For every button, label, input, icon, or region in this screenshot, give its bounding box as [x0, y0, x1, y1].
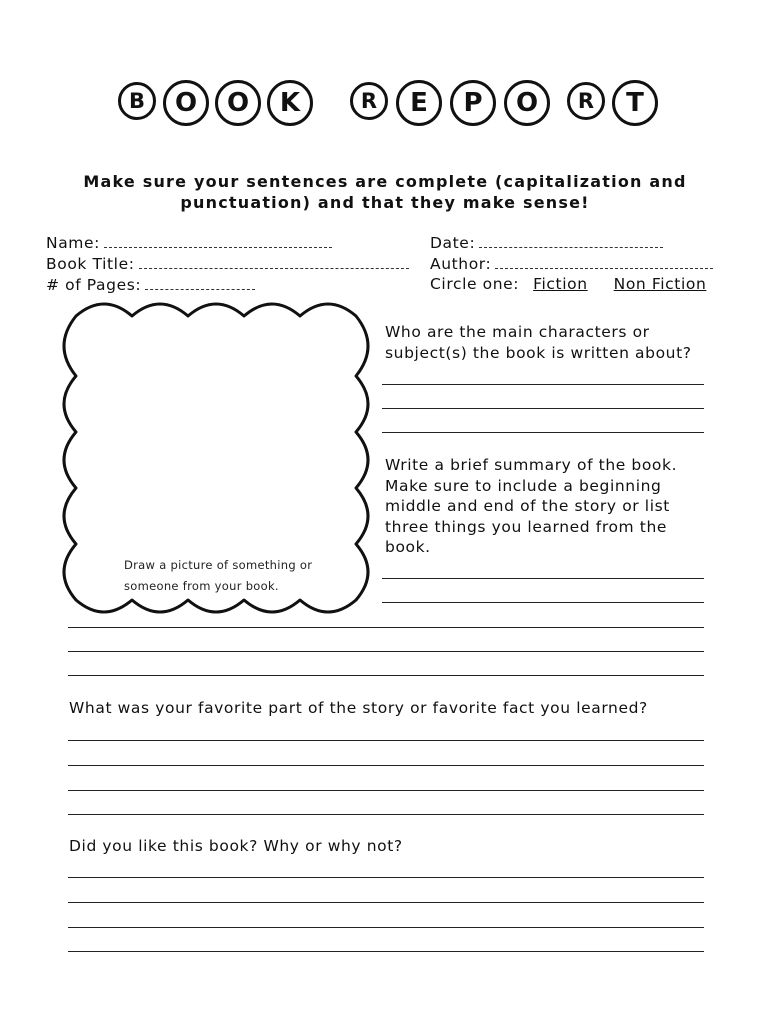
answer-line[interactable]: [68, 902, 704, 903]
answer-line[interactable]: [382, 432, 704, 433]
title-letter: P: [450, 80, 496, 126]
author-field[interactable]: [430, 254, 713, 273]
title-letter: R: [567, 82, 605, 120]
pages-blank[interactable]: [145, 275, 255, 290]
answer-line[interactable]: [68, 675, 704, 676]
author-blank[interactable]: [495, 254, 713, 269]
title-letter: O: [163, 80, 209, 126]
title-letter: O: [504, 80, 550, 126]
question-liked: Did you like this book? Why or why not?: [69, 837, 403, 855]
answer-line[interactable]: [68, 927, 704, 928]
answer-line[interactable]: [68, 951, 704, 952]
answer-line[interactable]: [68, 790, 704, 791]
author-label: Author:: [430, 255, 492, 273]
name-field[interactable]: [46, 233, 332, 252]
question-characters: Who are the main characters or subject(s) the book is written about?: [385, 323, 692, 362]
title-letter: R: [350, 82, 388, 120]
title-letter: E: [396, 80, 442, 126]
circle-one-label: Circle one:: [430, 275, 520, 293]
fiction-option[interactable]: Fiction: [533, 275, 588, 293]
date-label: Date:: [430, 234, 476, 252]
answer-line[interactable]: [68, 765, 704, 766]
question-summary: Write a brief summary of the book. Make sure to include a beginning middle and end of the story or list three things you learned from the book.: [385, 456, 678, 556]
title-letter: T: [612, 80, 658, 126]
circle-one-field: [430, 275, 706, 293]
title-letter: O: [215, 80, 261, 126]
pages-field[interactable]: [46, 275, 255, 294]
picture-caption: Draw a picture of something or someone from your book.: [124, 558, 313, 593]
answer-line[interactable]: [382, 578, 704, 579]
pages-label: # of Pages:: [46, 276, 142, 294]
question-favorite: What was your favorite part of the story or favorite fact you learned?: [69, 699, 648, 717]
answer-line[interactable]: [382, 384, 704, 385]
date-blank[interactable]: [479, 233, 663, 248]
instructions: Make sure your sentences are complete (capitalization and punctuation) and that they make sense!: [83, 172, 687, 212]
title-letter: K: [267, 80, 313, 126]
book-title-label: Book Title:: [46, 255, 135, 273]
name-label: Name:: [46, 234, 100, 252]
book-title-field[interactable]: [46, 254, 409, 273]
answer-line[interactable]: [68, 651, 704, 652]
answer-line[interactable]: [68, 740, 704, 741]
answer-line[interactable]: [68, 877, 704, 878]
date-field[interactable]: [430, 233, 663, 252]
non-fiction-option[interactable]: Non Fiction: [613, 275, 707, 293]
answer-line[interactable]: [382, 408, 704, 409]
answer-line[interactable]: [68, 627, 704, 628]
book-title-blank[interactable]: [139, 254, 409, 269]
title-letter: B: [118, 82, 156, 120]
name-blank[interactable]: [104, 233, 332, 248]
answer-line[interactable]: [68, 814, 704, 815]
answer-line[interactable]: [382, 602, 704, 603]
page-title: [0, 82, 770, 130]
